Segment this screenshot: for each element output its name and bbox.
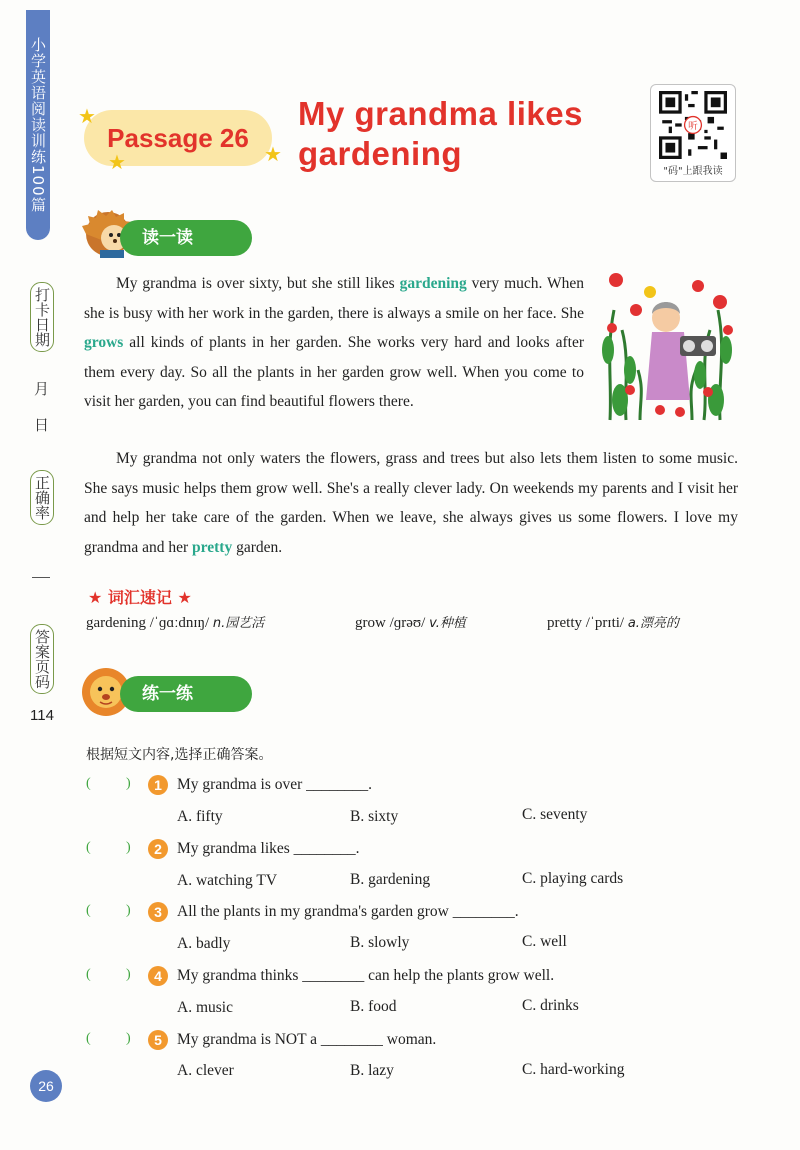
vocab-word: gardening [86,615,146,631]
series-title-tab: 小学英语阅读训练100篇 [26,10,50,240]
option-a[interactable]: A. watching TV [177,872,278,889]
question-number: 4 [148,966,168,986]
question-number: 5 [148,1030,168,1050]
question-text: My grandma is NOT a ________ woman. [177,1031,437,1048]
answer-page-label: 答案页码 [30,624,54,694]
p1-text-c: all kinds of plants in her garden. She works very hard and looks after them every day. So all the plants in her garden grow well. When you come to visit her garden, you can find beautiful flowers there. [84,334,584,410]
option-a[interactable]: A. badly [177,935,231,952]
answer-paren-close: ) [126,776,131,791]
vocab-title: ★ 词汇速记 ★ [88,588,192,607]
option-c[interactable]: C. drinks [522,997,579,1014]
passage-paragraph-2 [84,444,738,562]
instruction-text: 根据短文内容,选择正确答案。 [86,747,273,763]
vocab-def: n.园艺活 [212,616,265,631]
star-icon: ★ [264,144,282,166]
option-b[interactable]: B. slowly [350,934,410,951]
answer-paren-close: ) [126,1031,131,1046]
option-a[interactable]: A. music [177,999,233,1016]
question-text: My grandma thinks ________ can help the plants grow well. [177,967,555,984]
question-2 [86,840,686,870]
grandma-garden-illustration [600,270,738,422]
page-title: My grandma likes gardening [298,95,583,172]
option-c[interactable]: C. well [522,933,567,950]
qr-code-box[interactable] [650,84,736,182]
vocab-def: a.漂亮的 [627,616,679,631]
answer-paren-close: ) [126,840,131,855]
star-icon: ★ [78,106,96,128]
practice-section-header [80,664,260,714]
option-b[interactable]: B. lazy [350,1062,394,1079]
option-b[interactable]: B. food [350,998,397,1015]
question-number: 3 [148,902,168,922]
answer-paren-open[interactable]: ( [86,1031,91,1046]
vocab-def: v.种植 [429,616,466,631]
answer-paren-open[interactable]: ( [86,967,91,982]
vocab-ipa: /ɡrəʊ/ [389,615,426,631]
answer-paren-open[interactable]: ( [86,903,91,918]
answer-paren-close: ) [126,903,131,918]
option-c[interactable]: C. hard-working [522,1061,625,1078]
passage-badge: Passage 26 [84,110,272,166]
question-1 [86,776,686,806]
option-a[interactable]: A. clever [177,1062,234,1079]
p2-text-a: My grandma not only waters the flowers, grass and trees but also lets them listen to some music. She says music helps them grow well. She's a really clever lady. On weekends my parents and I visit her and help her take care of the garden. When we leave, she always gives us some flowers. I love my grandma and her [84,450,738,556]
option-b[interactable]: B. gardening [350,871,431,888]
answer-paren-close: ) [126,967,131,982]
p2-text-b: garden. [232,538,283,556]
question-3 [86,903,686,933]
question-number: 2 [148,839,168,859]
vocab-item-gardening [86,612,264,632]
question-text: My grandma is over ________. [177,776,373,793]
vocab-item-pretty [547,612,679,632]
keyword-pretty: pretty [192,538,233,556]
practice-section-label: 练一练 [120,676,252,712]
qr-code-icon [659,91,727,159]
accuracy-label: 正确率 [30,470,54,525]
qr-caption: "码"上跟我读 [663,166,723,177]
question-number: 1 [148,775,168,795]
question-text: My grandma likes ________. [177,840,360,857]
option-b[interactable]: B. sixty [350,808,399,825]
p1-text-a: My grandma is over sixty, but she still likes [116,275,400,292]
passage-paragraph-1 [84,269,584,417]
vocab-ipa: /ˈɡɑːdnɪŋ/ [149,615,210,631]
accuracy-blank [32,577,50,578]
answer-paren-open[interactable]: ( [86,840,91,855]
answer-page-number: 114 [30,707,54,724]
p1-text-b: very much. When she is busy with her work in the garden, there is always a smile on her face. She [84,275,584,322]
day-label: 日 [34,416,50,434]
checkin-date-label: 打卡日期 [30,282,54,352]
question-4 [86,967,706,997]
keyword-gardening: gardening [399,275,467,292]
option-c[interactable]: C. seventy [522,806,588,823]
page-number: 26 [30,1070,62,1102]
read-section-header [80,208,260,258]
qr-listen-label: 听 [688,120,698,132]
question-5 [86,1031,686,1061]
vocab-word: pretty [547,615,582,631]
star-icon: ★ [108,152,126,174]
month-label: 月 [34,380,50,398]
vocab-word: grow [355,615,386,631]
option-c[interactable]: C. playing cards [522,870,624,887]
keyword-grows: grows [84,334,124,351]
vocab-ipa: /ˈprɪti/ [585,615,625,631]
option-a[interactable]: A. fifty [177,808,223,825]
question-text: All the plants in my grandma's garden grow ________. [177,903,519,920]
read-section-label: 读一读 [120,220,252,256]
answer-paren-open[interactable]: ( [86,776,91,791]
vocab-item-grow [355,612,466,632]
